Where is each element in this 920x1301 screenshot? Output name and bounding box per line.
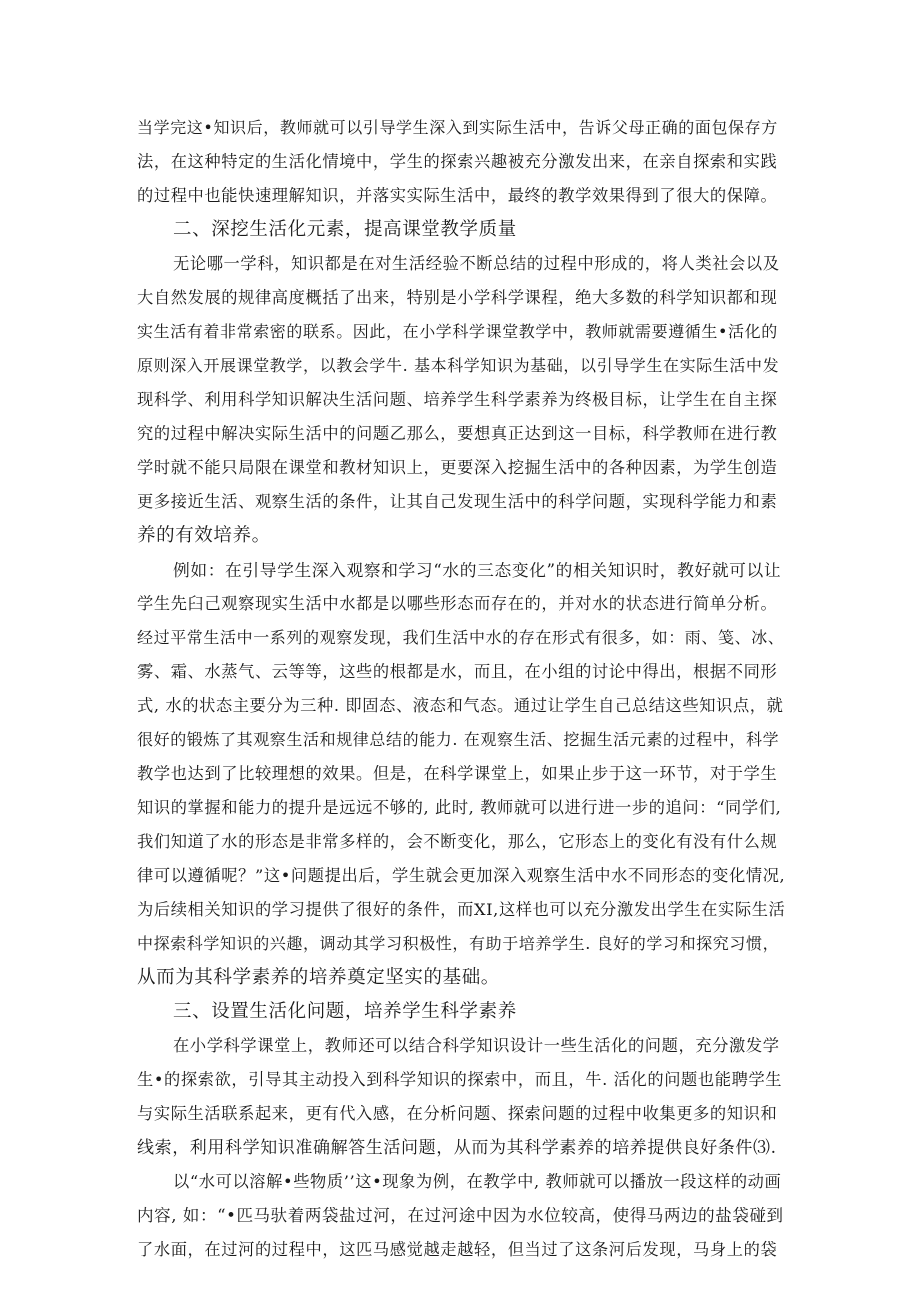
text-line: 以“水可以溶解•些物质’’这•现象为例，在教学中, 教师就可以播放一段这样的动画 (173, 1172, 782, 1191)
text-line: 经过平常生活中一系列的观察发现，我们生活中水的存在形式有很多，如：雨、笺、冰、 (137, 628, 785, 647)
text-line: 知识的掌握和能力的提升是远远不够的, 此时, 教师就可以进行进一步的追问：“同学们, (137, 798, 782, 817)
text-line: 我们知道了水的形态是非常多样的，会不断变化，那么，它形态上的变化有没有什么规 (137, 832, 778, 851)
text-line: 式, 水的状态主要分为三种. 即固态、液态和气态。通过让学生自己总结这些知识点，就 (137, 696, 784, 715)
text-line: 学时就不能只局限在课堂和教材知识上，更要深入挖掘生活中的各种因素，为学生创造 (137, 458, 778, 477)
text-line: 雾、霜、水蒸气、云等等，这些的根都是水，而且，在小组的讨论中得出，根据不同形 (137, 662, 778, 681)
text-line: 内容, 如：“•匹马驮着两袋盐过河，在过河途中因为水位较高，使得马两边的盐袋碰到 (137, 1206, 784, 1225)
text-line: 在小学科学课堂上，教师还可以结合科学知识设计一些生活化的问题，充分激发学 (173, 1036, 780, 1055)
text-line: 原则深入开展课堂教学，以教会学牛. 基本科学知识为基础，以引导学生在实际生活中发 (137, 356, 780, 375)
text-line: 养的有效培养。 (137, 525, 271, 546)
text-line: 大自然发展的规律高度概括了出来，特别是小学科学课程，绝大多数的科学知识都和现 (137, 288, 778, 307)
section-heading: 二、深挖生活化元素，提高课堂教学质量 (173, 219, 517, 240)
text-line: 教学也达到了比较理想的效果。但是，在科学课堂上，如果止步于这一环节，对于学生 (137, 764, 778, 783)
text-line: 了水面，在过河的过程中，这匹马感觉越走越轻，但当过了这条河后发现，马身上的袋 (137, 1240, 778, 1259)
text-line: 现科学、利用科学知识解决生活问题、培养学生科学素养为终极目标，让学生在自主探 (137, 390, 778, 409)
text-line: 究的过程中解决实际生活中的问题乙那么，要想真正达到这一目标，科学教师在进行教 (137, 424, 778, 443)
text-line: 例如：在引导学生深入观察和学习“水的三态变化”的相关知识时，教好就可以让 (173, 560, 782, 580)
text-line: 法，在这种特定的生活化情境中，学生的探索兴趣被充分激发出来，在亲自探索和实践 (137, 152, 778, 171)
text-line: 线索，利用科学知识准确解答生活问题，从而为其科学素养的培养提供良好条件⑶. (137, 1138, 777, 1158)
section-heading: 三、设置生活化问题，培养学生科学素养 (173, 1001, 517, 1022)
text-line: 当学完这•知识后，教师就可以引导学生深入到实际生活中，告诉父母正确的面包保存方 (137, 118, 778, 137)
text-line: 无论哪一学科，知识都是在对生活经验不断总结的过程中形成的，将人类社会以及 (173, 254, 780, 273)
text-line: 更多接近生活、观察生活的条件，让其自己发现生活中的科学问题，实现科学能力和素 (137, 492, 778, 511)
text-line: 的过程中也能快速理解知识，并落实实际生活中，最终的教学效果得到了很大的保障。 (137, 186, 778, 205)
text-line: 从而为其科学素养的培养奠定坚实的基础。 (137, 967, 500, 988)
text-line: 为后续相关知识的学习提供了很好的条件，而XI,这样也可以充分激发出学生在实际生活 (137, 900, 786, 919)
text-line: 与实际生活联系起来，更有代入感，在分析问题、探索问题的过程中收集更多的知识和 (137, 1104, 778, 1123)
text-line: 中探索科学知识的兴趣，调动其学习积极性，有助于培养学生. 良好的学习和探究习惯， (137, 934, 780, 953)
text-line: 学生先臼己观察现实生活中水都是以哪些形态而存在的，并对水的状态进行简单分析。 (137, 594, 778, 613)
text-line: 很好的锻炼了其观察生活和规律总结的能力. 在观察生活、挖掘生活元素的过程中，科学 (137, 730, 780, 749)
text-line: 实生活有着非常索密的联系。因此，在小学科学课堂教学中，教师就需要遵循生•活化的 (137, 322, 778, 341)
text-line: 律可以遵循呢？”这•问题提出后，学生就会更加深入观察生活中水不同形态的变化情况, (137, 866, 786, 885)
text-line: 生•的探索欲，引导其主动投入到科学知识的探索中，而且，牛. 活化的问题也能聘学生 (137, 1070, 783, 1089)
